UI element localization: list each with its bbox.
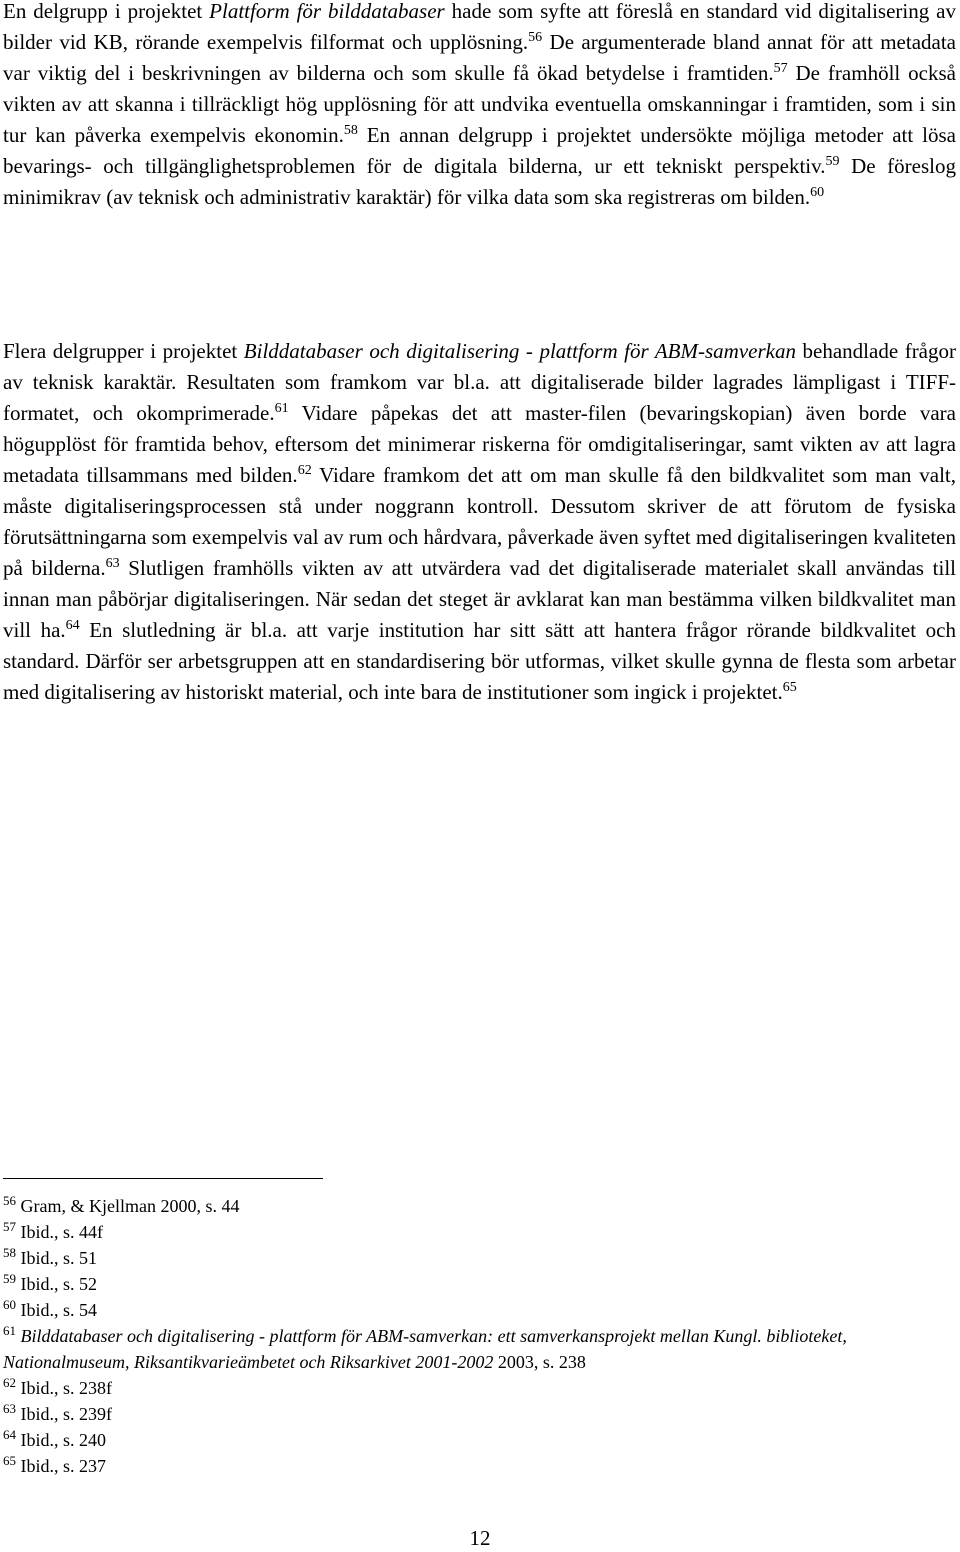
footnote-text: 2003, s. 238: [493, 1352, 586, 1372]
text-run: Vidare framkom det att om man skulle få den bildkvalitet som man valt, måste digitaliseringsprocessen stå under noggrann kontroll. Dessutom skriver de att förutom de fysiska förutsättningarna som exempelvis val av rum och hårdvara, påverkade även syftet med digitaliseringen kvaliteten på bilderna.: [3, 463, 956, 580]
footnote-number: 65: [3, 1453, 16, 1468]
project-title: Bilddatabaser och digitalisering - plattform för ABM-samverkan: [243, 339, 796, 363]
footnote-text: Ibid., s. 237: [16, 1456, 106, 1476]
footnote-text: Gram, & Kjellman 2000, s. 44: [16, 1196, 240, 1216]
footnote-number: 57: [3, 1219, 16, 1234]
footnote-separator: [3, 1178, 323, 1179]
text-run: Slutligen framhölls vikten av att utvärdera vad det digitaliserade materialet skall användas till innan man påbörjar digitaliseringen. När sedan det steget är avklarat kan man bestämma vilken bildkvalitet man vill ha.: [3, 556, 956, 642]
footnote-61: [3, 1323, 958, 1375]
footnote-ref-58[interactable]: 58: [343, 123, 358, 138]
footnote-text: Ibid., s. 52: [16, 1274, 97, 1294]
text-run: En annan delgrupp i projektet undersökte möjliga metoder att lösa bevarings- och tillgänglighetsproblemen för de digitala bilderna, ur ett tekniskt perspektiv.: [3, 123, 956, 178]
footnote-text: Ibid., s. 240: [16, 1430, 106, 1450]
text-run: En slutledning är bl.a. att varje institution har sitt sätt att hantera frågor rörande bildkvalitet och standard. Därför ser arbetsgruppen att en standardisering bör utformas, vilket skulle gynna de flesta som arbetar med digitalisering av historiskt material, och inte bara de institutioner som ingick i projektet.: [3, 618, 956, 704]
footnote-text: Ibid., s. 54: [16, 1300, 97, 1320]
footnote-62: [3, 1375, 958, 1401]
footnote-59: [3, 1271, 958, 1297]
footnote-63: [3, 1401, 958, 1427]
footnote-text: Ibid., s. 238f: [16, 1378, 112, 1398]
footnotes-section: [3, 1193, 958, 1479]
footnote-56: [3, 1193, 958, 1219]
footnote-ref-59[interactable]: 59: [825, 154, 840, 169]
footnote-ref-57[interactable]: 57: [773, 61, 788, 76]
footnote-number: 64: [3, 1427, 16, 1442]
paragraph-1: [3, 0, 956, 213]
text-run: Vidare påpekas det att master-filen (bevaringskopian) även borde vara högupplöst för framtida behov, eftersom det minimerar riskerna för omdigitaliseringar, samt vikten av att lagra metadata tillsammans med bilden.: [3, 401, 957, 487]
footnote-number: 61: [3, 1323, 16, 1338]
footnote-ref-64[interactable]: 64: [65, 618, 80, 633]
footnote-ref-62[interactable]: 62: [297, 463, 312, 478]
footnote-ref-61[interactable]: 61: [274, 401, 289, 416]
text-run: De framhöll också vikten av att skanna i tillräckligt hög upplösning för att undvika eventuella omskanningar i framtiden, som i sin tur kan påverka exempelvis ekonomin.: [3, 61, 956, 147]
footnote-number: 62: [3, 1375, 16, 1390]
footnote-ref-65[interactable]: 65: [782, 680, 797, 695]
text-run: De föreslog minimikrav (av teknisk och administrativ karaktär) för vilka data som ska registreras om bilden.: [3, 154, 956, 209]
text-run: behandlade frågor av teknisk karaktär. Resultaten som framkom var bl.a. att digitaliserade bilder lagrades lämpligast i TIFF-formatet, och okomprimerade.: [3, 339, 956, 425]
footnote-text: Ibid., s. 44f: [16, 1222, 103, 1242]
footnote-source-title: Bilddatabaser och digitalisering - plattform för ABM-samverkan: ett samverkansprojekt mellan Kungl. biblioteket, Nationalmuseum, Riksantikvarieämbetet och Riksarkivet 2001-2002: [3, 1326, 847, 1372]
footnote-number: 60: [3, 1297, 16, 1312]
text-run: De argumenterade bland annat för att metadata var viktig del i beskrivningen av bilderna och som skulle få ökad betydelse i framtiden.: [3, 30, 957, 85]
text-run: En delgrupp i projektet: [3, 0, 210, 23]
project-title: Plattform för bilddatabaser: [209, 0, 445, 23]
page-number: 12: [469, 1526, 491, 1550]
footnote-number: 63: [3, 1401, 16, 1416]
footnote-text: Ibid., s. 239f: [16, 1404, 112, 1424]
paragraph-2: [3, 336, 956, 708]
footnote-ref-63[interactable]: 63: [105, 556, 120, 571]
footnote-number: 56: [3, 1193, 16, 1208]
footnote-ref-60[interactable]: 60: [810, 185, 825, 200]
footnote-57: [3, 1219, 958, 1245]
footnote-number: 58: [3, 1245, 16, 1260]
footnote-58: [3, 1245, 958, 1271]
footnote-number: 59: [3, 1271, 16, 1286]
text-run: Flera delgrupper i projektet: [3, 339, 244, 363]
footnote-60: [3, 1297, 958, 1323]
footnote-text: Ibid., s. 51: [16, 1248, 97, 1268]
footnote-ref-56[interactable]: 56: [528, 30, 543, 45]
text-run: hade som syfte att föreslå en standard vid digitalisering av bilder vid KB, rörande exempelvis filformat och upplösning.: [3, 0, 956, 54]
footnote-64: [3, 1427, 958, 1453]
footnote-65: [3, 1453, 958, 1479]
